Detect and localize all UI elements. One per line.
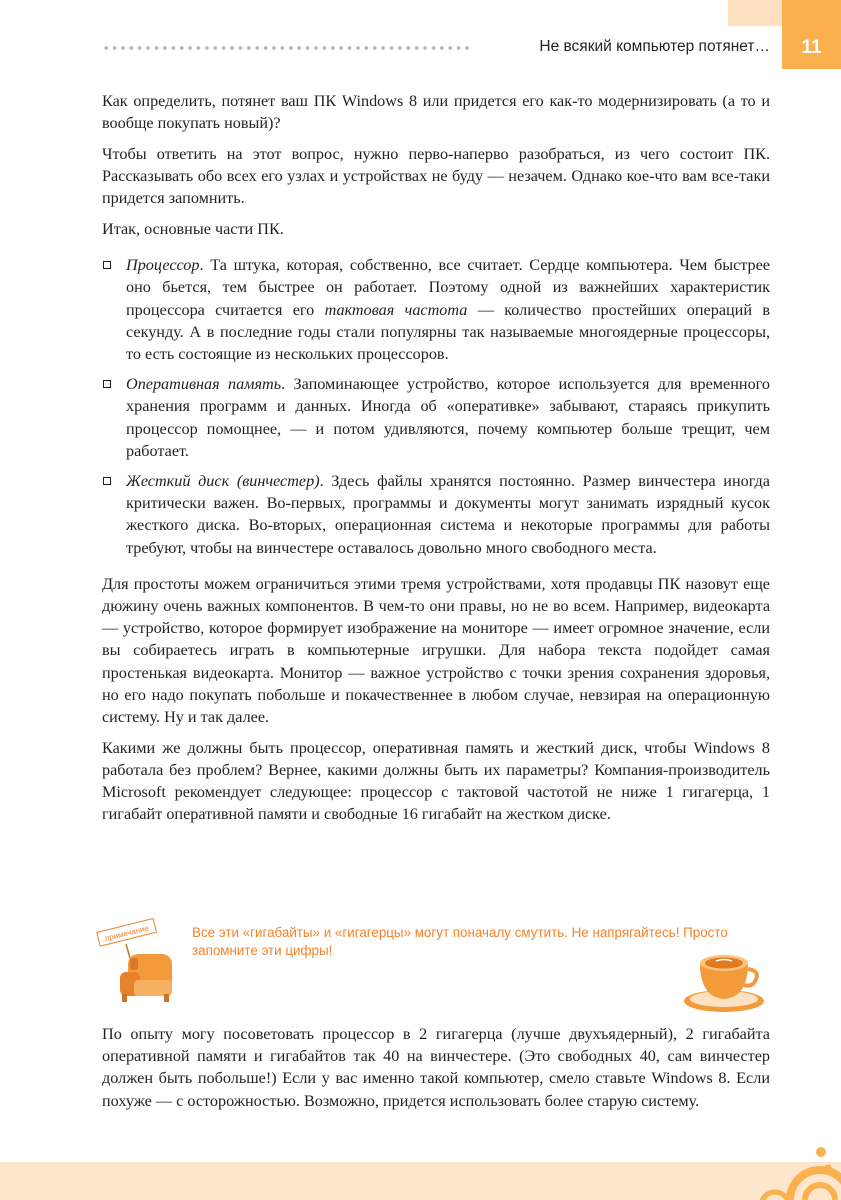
note-armchair-icon: [94, 914, 186, 1006]
term: Жесткий диск (винчестер): [126, 472, 320, 491]
paragraph: Как определить, потянет ваш ПК Windows 8 или придется его как-то модернизировать (а то и вообще покупать новый)?: [102, 92, 770, 133]
bottom-text: [102, 1023, 770, 1112]
list-item-ram: [102, 373, 770, 462]
page-number-tab: [782, 0, 841, 69]
term: тактовая частота: [324, 300, 468, 319]
note-label: примечание: [104, 923, 150, 944]
footer-band: [0, 1162, 841, 1200]
page-number: 11: [801, 37, 822, 58]
header-dotted-rule: [102, 45, 472, 51]
checkbox-bullet-icon: [103, 477, 111, 485]
list-item-processor: [102, 254, 770, 365]
coffee-cup-icon: [682, 949, 766, 1015]
paragraph: Для простоты можем ограничиться этими тремя устройствами, хотя продавцы ПК назовут еще дюжину очень важных компонентов. В чем-то они правы, но не во всем. Например, видеокарта — устройство, которое формирует изображение на мониторе — имеет огромное значение, если вы собираетесь играть в компьютерные игрушки. Для набора текста подойдет самая простенькая видеокарта. Монитор — важное устройство с точки зрения сохранения здоровья, но его надо покупать побольше и покачественнее в любом случае, невзирая на операционную систему. Ну и так далее.: [102, 574, 770, 727]
paragraph: По опыту могу посоветовать процессор в 2 гигагерца (лучше двухъядерный), 2 гигабайта оперативной памяти и гигабайтов так 40 на винчестере. (Это свободных 40, сам винчестер должен быть побольше!) Если у вас именно такой компьютер, смело ставьте Windows 8. Если похуже — с осторожностью. Возможно, придется использовать более старую систему.: [102, 1025, 770, 1110]
pc-parts-list: [102, 254, 770, 559]
list-item-text: . Та штука, которая, собственно, все считает. Сердце компьютера. Чем быстрее оно бьется, тем быстрее он работает. Поэтому одной из важнейших характеристик процессора считается его: [126, 256, 770, 319]
note-text: Все эти «гигабайты» и «гигагерцы» могут поначалу смутить. Не напрягайтесь! Просто запомните эти цифры!: [192, 925, 728, 958]
list-item-text: — количество простейших операций в секунду. А в последние годы стали популярны так называемые многоядерные процессоры, то есть состоящие из нескольких процессоров.: [126, 300, 770, 364]
paragraph: Итак, основные части ПК.: [102, 220, 284, 239]
list-item-hdd: [102, 470, 770, 559]
paragraph: Какими же должны быть процессор, оперативная память и жесткий диск, чтобы Windows 8 работала без проблем? Вернее, какими должны быть их параметры? Компания-производитель Microsoft рекомендует следующее: процессор с тактовой частотой не ниже 1 гигагерца, 1 гигабайт оперативной памяти и свободные 16 гигабайт на жестком диске.: [102, 738, 770, 824]
term: Процессор: [126, 256, 200, 275]
list-item-text: . Запоминающее устройство, которое используется для временного хранения программ и данных. Иногда об «оперативке» забывают, стараясь прикупить процессор помощнее, — и потом удивляются, почему компьютер больше трещит, чем работает.: [126, 375, 770, 460]
term: Оперативная память: [126, 375, 282, 394]
page-tab-decoration: [728, 0, 782, 26]
checkbox-bullet-icon: [103, 380, 111, 388]
running-head: Не всякий компьютер потянет…: [539, 38, 770, 55]
checkbox-bullet-icon: [103, 261, 111, 269]
note-box: [102, 924, 770, 1014]
main-text: [102, 90, 770, 834]
paragraph: Чтобы ответить на этот вопрос, нужно перво-наперво разобраться, из чего состоит ПК. Рассказывать обо всех его узлах и устройствах не буду — незачем. Однако кое-что вам все-таки придется запомнить.: [102, 144, 770, 208]
list-item-text: . Здесь файлы хранятся постоянно. Размер винчестера иногда критически важен. Во-первых, программы и документы могут занимать изрядный кусок жесткого диска. Во-вторых, операционная система и некоторые программы для работы требуют, чтобы на винчестере оставалось довольно много свободного места.: [126, 472, 770, 557]
